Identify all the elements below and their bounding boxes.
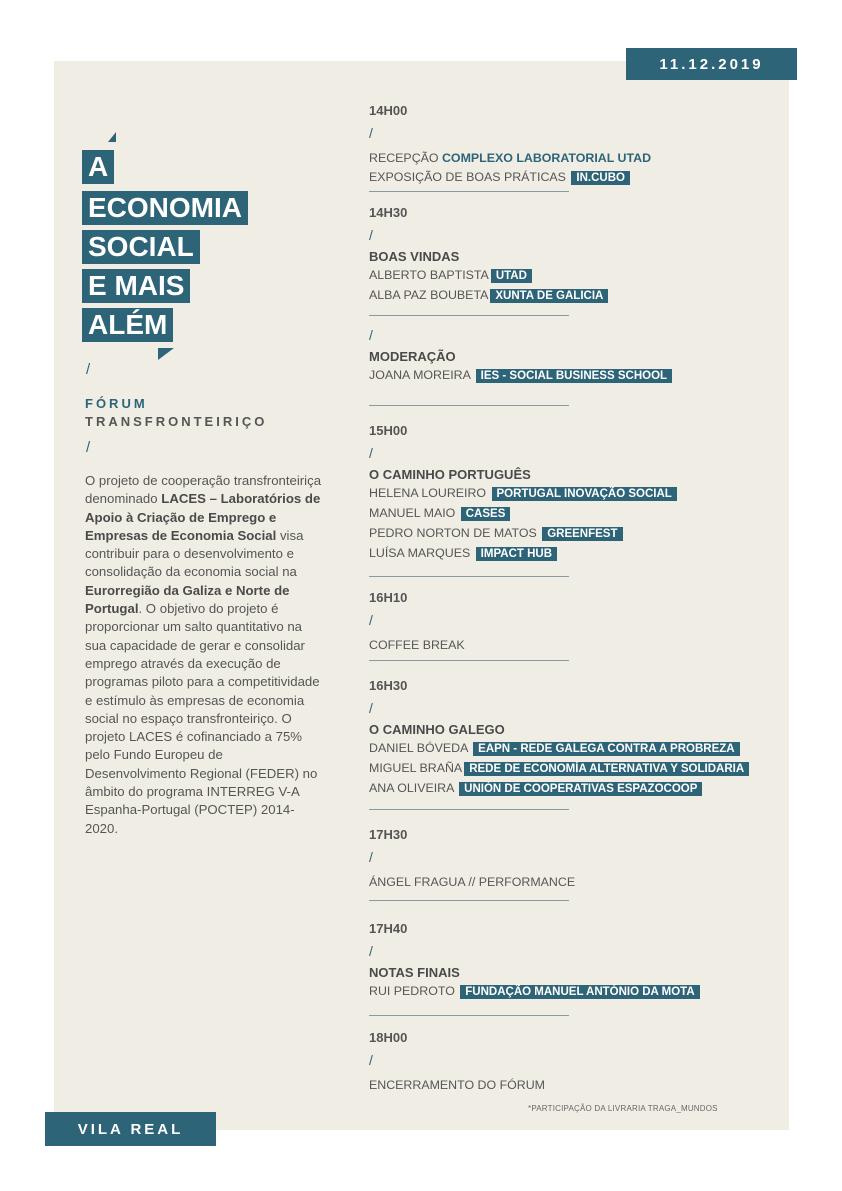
slot-time: 18H00 <box>369 1030 408 1045</box>
slot-row: ALBA PAZ BOUBETA XUNTA DE GALICIA <box>369 286 789 306</box>
schedule-slot-1730 <box>369 827 789 892</box>
slot-row: ANA OLIVEIRA UNIÓN DE COOPERATIVAS ESPAZOCOOP <box>369 779 789 799</box>
slot-row: ALBERTO BAPTISTA UTAD <box>369 266 789 286</box>
slot-time: 14H30 <box>369 205 408 220</box>
slot-time: 16H10 <box>369 590 408 605</box>
org-tag: GREENFEST <box>542 527 622 541</box>
separator <box>369 900 569 901</box>
org-tag: REDE DE ECONOMÍA ALTERNATIVA Y SOLIDARIA <box>464 762 749 776</box>
separator <box>369 191 569 192</box>
slot-time: 17H30 <box>369 827 408 842</box>
title-line-4: E MAIS <box>82 269 190 303</box>
org-tag: UNIÓN DE COOPERATIVAS ESPAZOCOOP <box>459 782 702 796</box>
slot-row: JOANA MOREIRA IES - SOCIAL BUSINESS SCHOOL <box>369 366 789 386</box>
org-tag: IMPACT HUB <box>476 547 557 561</box>
org-tag: IN.CUBO <box>571 171 630 185</box>
separator <box>369 1015 569 1016</box>
slash-divider: / <box>369 125 373 141</box>
title-line-1: A <box>82 150 114 184</box>
slot-row: DANIEL BÓVEDA EAPN - REDE GALEGA CONTRA A PROBREZA <box>369 739 789 759</box>
org-tag: PORTUGAL INOVAÇÃO SOCIAL <box>492 487 677 501</box>
title-line-5: ALÉM <box>82 308 173 342</box>
slot-heading: BOAS VINDAS <box>369 249 460 264</box>
city-badge <box>45 1112 216 1146</box>
schedule-slot-moderation <box>369 328 789 386</box>
forum-line-1: FÓRUM <box>85 396 148 411</box>
org-tag: FUNDAÇÃO MANUEL ANTÓNIO DA MOTA <box>460 985 699 999</box>
title-line-3: SOCIAL <box>82 230 200 264</box>
slash-divider: / <box>369 227 373 243</box>
schedule-slot-1500 <box>369 423 789 564</box>
slot-row: EXPOSIÇÃO DE BOAS PRÁTICAS IN.CUBO <box>369 168 789 188</box>
schedule-slot-1430 <box>369 205 789 306</box>
slash-divider: / <box>369 700 373 716</box>
venue-name: COMPLEXO LABORATORIAL UTAD <box>441 151 652 165</box>
slot-row: PEDRO NORTON DE MATOS GREENFEST <box>369 524 789 544</box>
date-text: 11.12.2019 <box>659 55 764 73</box>
slot-heading: NOTAS FINAIS <box>369 965 460 980</box>
schedule-slot-1630 <box>369 678 789 799</box>
forum-label <box>85 395 267 431</box>
slash-divider: / <box>369 327 373 343</box>
schedule-slot-1610 <box>369 590 789 655</box>
speech-tail-decoration <box>158 348 174 360</box>
org-tag: IES - SOCIAL BUSINESS SCHOOL <box>476 369 672 383</box>
separator <box>369 315 569 316</box>
org-tag: CASES <box>461 507 511 521</box>
org-tag: EAPN - REDE GALEGA CONTRA A PROBREZA <box>473 742 739 756</box>
slot-time: 14H00 <box>369 103 408 118</box>
slot-row: MANUEL MAIO CASES <box>369 504 789 524</box>
slot-row: RECEPÇÃO COMPLEXO LABORATORIAL UTAD <box>369 151 652 165</box>
slot-row: ÁNGEL FRAGUA // PERFORMANCE <box>369 875 576 889</box>
separator <box>369 660 569 661</box>
slot-time: 17H40 <box>369 921 408 936</box>
forum-line-2: TRANSFRONTEIRIÇO <box>85 414 268 429</box>
slot-row: COFFEE BREAK <box>369 638 465 652</box>
slot-heading: O CAMINHO PORTUGUÊS <box>369 467 531 482</box>
slot-row: RUI PEDROTO FUNDAÇÃO MANUEL ANTÓNIO DA MOTA <box>369 982 789 1002</box>
slash-divider: / <box>369 849 373 865</box>
org-tag: UTAD <box>491 269 532 283</box>
slash-divider: / <box>86 439 91 456</box>
slot-heading: O CAMINHO GALEGO <box>369 722 505 737</box>
intro-paragraph: O projeto de cooperação transfronteiriça denominado LACES – Laboratórios de Apoio à Criação de Emprego e Empresas de Economia Social visa contribuir para o desenvolvimento e consolidação da economia social na Eurorregião da Galiza e Norte de Portugal. O objetivo do projeto é proporcionar um salto quantitativo na sua capacidade de gerar e consolidar emprego através da execução de programas piloto para a competitividade e estímulo às empresas de economia social no espaço transfronteiriço. O projeto LACES é cofinanciado a 75% pelo Fundo Europeu de Desenvolvimento Regional (FEDER) no âmbito do programa INTERREG V-A Espanha-Portugal (POCTEP) 2014-2020. <box>85 473 322 836</box>
date-badge <box>626 48 797 80</box>
title-corner-decoration <box>108 132 116 142</box>
slash-divider: / <box>369 943 373 959</box>
separator <box>369 809 569 810</box>
slot-time: 16H30 <box>369 678 408 693</box>
slash-divider: / <box>369 1052 373 1068</box>
slash-divider: / <box>86 361 91 378</box>
schedule-slot-1740 <box>369 921 789 1002</box>
separator <box>369 576 569 577</box>
slot-heading: MODERAÇÃO <box>369 349 456 364</box>
separator <box>369 405 569 406</box>
slot-row: HELENA LOUREIRO PORTUGAL INOVAÇÃO SOCIAL <box>369 484 789 504</box>
slot-row: ENCERRAMENTO DO FÓRUM <box>369 1078 545 1092</box>
slot-row: MIGUEL BRAÑA REDE DE ECONOMÍA ALTERNATIVA Y SOLIDARIA <box>369 759 789 779</box>
schedule-slot-1800 <box>369 1030 789 1095</box>
footnote: *PARTICIPAÇÃO DA LIVRARIA TRAGA_MUNDOS <box>528 1104 718 1113</box>
title-line-2: ECONOMIA <box>82 191 248 225</box>
slash-divider: / <box>369 445 373 461</box>
org-tag: XUNTA DE GALICIA <box>490 289 608 303</box>
slot-row: LUÍSA MARQUES IMPACT HUB <box>369 544 789 564</box>
slot-time: 15H00 <box>369 423 408 438</box>
slash-divider: / <box>369 612 373 628</box>
schedule-slot-1400 <box>369 103 789 188</box>
city-text: VILA REAL <box>77 1120 184 1138</box>
